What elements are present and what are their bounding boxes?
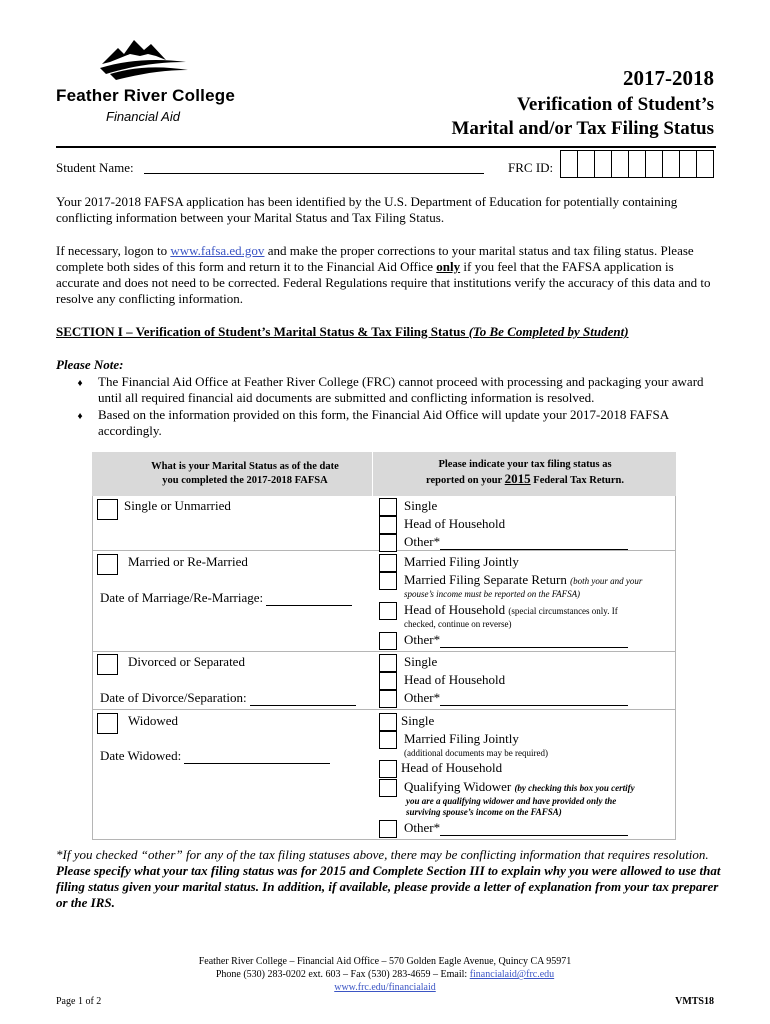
frc-id-digit-box[interactable] (680, 151, 697, 177)
other-specify-field[interactable] (440, 634, 628, 648)
diamond-bullet-icon: ♦ (77, 411, 83, 422)
department-name: Financial Aid (106, 109, 180, 124)
checkbox-tax-other-widowed[interactable] (379, 820, 397, 838)
divorce-date-field[interactable] (250, 692, 356, 706)
frc-id-label: FRC ID: (508, 160, 554, 175)
other-specify-field[interactable] (440, 692, 628, 706)
frc-id-digit-box[interactable] (697, 151, 713, 177)
checkbox-divorced[interactable] (97, 654, 118, 675)
other-specify-field[interactable] (440, 536, 628, 550)
student-name-field[interactable] (144, 173, 484, 174)
checkbox-tax-single-divorced[interactable] (379, 654, 397, 672)
mfs-note: spouse’s income must be reported on the FAFSA) (404, 589, 581, 599)
widowed-date-field[interactable] (184, 750, 330, 764)
label-tax-other-married: Other* (404, 632, 628, 648)
label-tax-mfj: Married Filing Jointly (404, 554, 519, 569)
checkbox-married[interactable] (97, 554, 118, 575)
checkbox-tax-other[interactable] (379, 534, 397, 552)
frc-id-digit-box[interactable] (561, 151, 578, 177)
note-bullet-1: ♦ The Financial Aid Office at Feather River College (FRC) cannot proceed with processing and packaging your award until all required financial aid documents are submitted and conflicting information is resolved. (62, 374, 718, 406)
checkbox-tax-hoh[interactable] (379, 516, 397, 534)
other-specify-field[interactable] (440, 822, 628, 836)
label-divorced: Divorced or Separated (128, 654, 245, 669)
instructions-paragraph: If necessary, logon to www.fafsa.ed.gov and make the proper corrections to your marital status and tax filing status. Please complete both sides of this form and return it to the Financial Aid Office only if you feel that the FAFSA application is accurate and does not need to be corrected. Federal Regulations require that institutions verify the accuracy of this data and to resolve any conflicting information. (56, 243, 711, 306)
label-tax-hoh-widowed: Head of Household (401, 760, 503, 775)
frc-id-field[interactable] (560, 150, 714, 178)
label-single-unmarried: Single or Unmarried (124, 498, 231, 513)
frc-id-digit-box[interactable] (663, 151, 680, 177)
label-tax-other: Other* (404, 534, 628, 550)
footer-email-link[interactable]: financialaid@frc.edu (469, 969, 555, 980)
qw-note-line3: surviving spouse’s income on the FAFSA) (406, 807, 562, 817)
label-divorce-date: Date of Divorce/Separation: (100, 690, 356, 706)
frc-id-digit-box[interactable] (612, 151, 629, 177)
header-divider (56, 146, 716, 148)
label-tax-other-divorced: Other* (404, 690, 628, 706)
checkbox-tax-mfs[interactable] (379, 572, 397, 590)
label-tax-other-widowed: Other* (404, 820, 628, 836)
qw-note-line2: you are a qualifying widower and have provided only the (406, 796, 617, 806)
marital-status-header: What is your Marital Status as of the date you completed the 2017-2018 FAFSA (100, 460, 390, 488)
label-widowed: Widowed (128, 713, 179, 728)
page-number: Page 1 of 2 (56, 996, 102, 1007)
tax-status-header: Please indicate your tax filing status as reported on your 2015 Federal Tax Return. (380, 458, 670, 488)
label-tax-single-widowed: Single (401, 713, 435, 728)
other-footnote: *If you checked “other” for any of the tax filing statuses above, there may be conflicting information that requires resolution. Please specify what your tax filing status was for 2015 and Complete Section III to explain why you were allowed to use that filing status given your marital status. In addition, if available, please provide a letter of explanation from your tax preparer or the IRS. (56, 847, 721, 910)
student-name-label: Student Name: (56, 160, 134, 175)
please-note-title: Please Note: (56, 357, 124, 372)
hoh-special-note: checked, continue on reverse) (404, 619, 512, 629)
form-code: VMTS18 (675, 996, 714, 1007)
checkbox-tax-hoh-married[interactable] (379, 602, 397, 620)
form-title-line2: Marital and/or Tax Filing Status (451, 118, 714, 139)
checkbox-tax-other-married[interactable] (379, 632, 397, 650)
mfj-widowed-note: (additional documents may be required) (404, 748, 548, 758)
fafsa-link[interactable]: www.fafsa.ed.gov (170, 243, 265, 258)
checkbox-tax-single[interactable] (379, 498, 397, 516)
frc-id-digit-box[interactable] (578, 151, 595, 177)
note-bullet-2: ♦ Based on the information provided on this form, the Financial Aid Office will update your 2017-2018 FAFSA accordingly. (62, 407, 718, 439)
label-tax-mfj-widowed: Married Filing Jointly (404, 731, 519, 746)
label-qualifying-widower: Qualifying Widower (by checking this box you certify (404, 779, 635, 794)
label-tax-single-divorced: Single (404, 654, 438, 669)
label-tax-hoh-divorced: Head of Household (404, 672, 506, 687)
label-tax-hoh: Head of Household (404, 516, 506, 531)
label-tax-mfs: Married Filing Separate Return (both your and your (404, 572, 643, 587)
footer-website (0, 981, 770, 994)
label-widowed-date: Date Widowed: (100, 748, 330, 764)
mountain-logo-icon (96, 34, 192, 84)
college-name: Feather River College (56, 86, 235, 105)
label-marriage-date: Date of Marriage/Re-Marriage: (100, 590, 352, 606)
section-1-title: SECTION I – Verification of Student’s Marital Status & Tax Filing Status (To Be Completed by Student) (56, 324, 629, 339)
checkbox-tax-hoh-widowed[interactable] (379, 760, 397, 778)
label-tax-single: Single (404, 498, 438, 513)
frc-id-digit-box[interactable] (595, 151, 612, 177)
label-married: Married or Re-Married (128, 554, 248, 569)
form-year: 2017-2018 (623, 66, 714, 90)
footer-website-link[interactable]: www.frc.edu/financialaid (334, 982, 436, 993)
intro-paragraph: Your 2017-2018 FAFSA application has been identified by the U.S. Department of Education for potentially containing conflicting information between your Marital Status and Tax Filing Status. (56, 194, 678, 225)
checkbox-tax-mfj-widowed[interactable] (379, 731, 397, 749)
table-column-divider (372, 452, 373, 496)
checkbox-tax-hoh-divorced[interactable] (379, 672, 397, 690)
marriage-date-field[interactable] (266, 592, 352, 606)
checkbox-tax-single-widowed[interactable] (379, 713, 397, 731)
checkbox-tax-other-divorced[interactable] (379, 690, 397, 708)
form-title-line1: Verification of Student’s (516, 94, 714, 115)
frc-id-digit-box[interactable] (629, 151, 646, 177)
only-emphasis: only (436, 259, 461, 274)
footer-contact: Phone (530) 283-0202 ext. 603 – Fax (530) 283-4659 – Email: financialaid@frc.edu (215, 969, 555, 980)
checkbox-tax-mfj[interactable] (379, 554, 397, 572)
checkbox-single-unmarried[interactable] (97, 499, 118, 520)
checkbox-widowed[interactable] (97, 713, 118, 734)
label-tax-hoh-married: Head of Household (special circumstances only. If (404, 602, 618, 617)
frc-id-digit-box[interactable] (646, 151, 663, 177)
footer-address: Feather River College – Financial Aid Office – 570 Golden Eagle Avenue, Quincy CA 95971 (198, 956, 572, 967)
diamond-bullet-icon: ♦ (77, 378, 83, 389)
checkbox-qualifying-widower[interactable] (379, 779, 397, 797)
